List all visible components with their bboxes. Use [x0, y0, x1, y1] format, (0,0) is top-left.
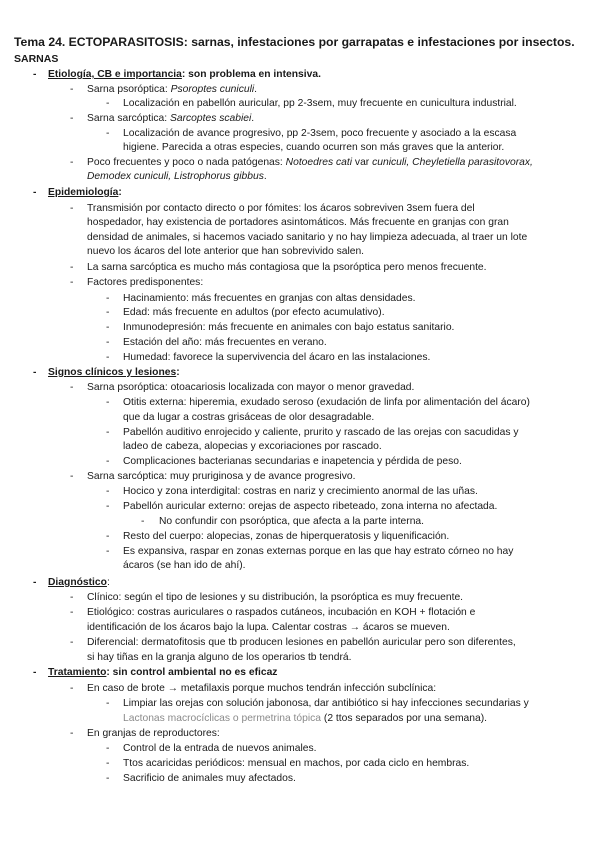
list-item-control-entrada: Control de la entrada de nuevos animales.	[123, 743, 317, 754]
list-item-hocico: Hocico y zona interdigital: costras en nariz y crecimiento anormal de las uñas.	[123, 486, 478, 497]
list-item-complicaciones: Complicaciones bacterianas secundarias e inapetencia y pérdida de peso.	[123, 456, 462, 467]
bullet-dash: -	[70, 637, 74, 648]
list-item-inmunodepresion: Inmunodepresión: más frecuente en animales con bajo estatus sanitario.	[123, 322, 455, 333]
heading-signos: Signos clínicos y lesiones:	[48, 367, 180, 378]
list-item-otras-especies: Poco frecuentes y poco o nada patógenas: Notoedres cati var cuniculi, Cheyletiella parasitovorax,	[87, 157, 533, 168]
bullet-dash: -	[106, 352, 110, 363]
list-item-expansiva-cont: ácaros (se han ido de ahí).	[123, 560, 246, 571]
bullet-dash: -	[106, 307, 110, 318]
list-item-otitis-cont: que da lugar a costras grisáceas de olor desagradable.	[123, 412, 375, 423]
bullet-dash: -	[106, 456, 110, 467]
bullet-dash: -	[70, 277, 74, 288]
list-item-clinico: Clínico: según el tipo de lesiones y su distribución, la psoróptica es muy frecuente.	[87, 592, 464, 603]
list-item-etiologico-cont: identificación de los ácaros bajo la lupa. Calentar costras → ácaros se mueven.	[87, 622, 450, 633]
list-item-factores: Factores predisponentes:	[87, 277, 204, 288]
bullet-dash: -	[70, 728, 74, 739]
list-item-transmision-cont: hospedador, hay existencia de portadores asintomáticos. Más frecuente en granjas con gran	[87, 217, 509, 228]
list-item-sarcoptica: Sarna sarcóptica: Sarcoptes scabiei.	[87, 113, 255, 124]
bullet-dash: -	[70, 157, 74, 168]
list-item-otras-especies-cont: Demodex cuniculi, Listrophorus gibbus.	[87, 171, 267, 182]
list-item-no-confundir: No confundir con psoróptica, que afecta a la parte interna.	[159, 516, 425, 527]
bullet-dash: -	[106, 531, 110, 542]
bullet-dash: -	[33, 367, 37, 378]
list-item-expansiva: Es expansiva, raspar en zonas externas porque en las que hay estrato córneo no hay	[123, 546, 514, 557]
bullet-dash: -	[106, 743, 110, 754]
list-item-edad: Edad: más frecuente en adultos (por efecto acumulativo).	[123, 307, 385, 318]
list-item-signos-psoro: Sarna psoróptica: otoacariosis localizada con mayor o menor gravedad.	[87, 382, 415, 393]
bullet-dash: -	[70, 471, 74, 482]
list-item-otitis: Otitis externa: hiperemia, exudado seroso (exudación de linfa por alimentación del ácaro)	[123, 397, 530, 408]
list-item-etiologico: Etiológico: costras auriculares o raspados cutáneos, incubación en KOH + flotación e	[87, 607, 476, 618]
page-title: Tema 24. ECTOPARASITOSIS: sarnas, infestaciones por garrapatas e infestaciones por insectos.	[14, 35, 575, 49]
list-item-transmision: Transmisión por contacto directo o por fómites: los ácaros sobreviven 3sem fuera del	[87, 203, 475, 214]
bullet-dash: -	[106, 427, 110, 438]
heading-epidemiologia: Epidemiología:	[48, 187, 122, 198]
list-item-pabellon: Pabellón auditivo enrojecido y caliente, prurito y rascado de las orejas con sacudidas y	[123, 427, 519, 438]
list-item-sarco-localizacion: Localización de avance progresivo, pp 2-3sem, poco frecuente y asociado a la escasa	[123, 128, 517, 139]
heading-tratamiento: Tratamiento: sin control ambiental no es eficaz	[48, 667, 278, 678]
bullet-dash: -	[70, 382, 74, 393]
list-item-diferencial: Diferencial: dermatofitosis que tb producen lesiones en pabellón auricular pero son diferentes,	[87, 637, 516, 648]
bullet-dash: -	[106, 486, 110, 497]
bullet-dash: -	[106, 397, 110, 408]
list-item-transmision-cont: densidad de animales, si hacemos vaciado sanitario y no hay limpieza adecuada, al traer un lote	[87, 232, 528, 243]
list-item-ttos-acaricidas: Ttos acaricidas periódicos: mensual en machos, por cada ciclo en hembras.	[123, 758, 470, 769]
list-item-reproductores: En granjas de reproductores:	[87, 728, 220, 739]
list-item-limpiar-orejas: Limpiar las orejas con solución jabonosa, dar antibiótico si hay infecciones secundarias y	[123, 698, 529, 709]
list-item-transmision-cont: nuevo los ácaros del lote anterior que han sobrevivido salen.	[87, 246, 365, 257]
bullet-dash: -	[106, 337, 110, 348]
bullet-dash: -	[106, 773, 110, 784]
list-item-hacinamiento: Hacinamiento: más frecuentes en granjas con altas densidades.	[123, 293, 416, 304]
list-item-sarco-localizacion-cont: higiene. Parecida a otras especies, cuando ocurren son más graves que la anterior.	[123, 142, 505, 153]
bullet-dash: -	[70, 262, 74, 273]
bullet-dash: -	[106, 293, 110, 304]
list-item-pabellon-externo: Pabellón auricular externo: orejas de aspecto ribeteado, zona interna no afectada.	[123, 501, 498, 512]
bullet-dash: -	[33, 69, 37, 80]
bullet-dash: -	[70, 203, 74, 214]
list-item-humedad: Humedad: favorece la supervivencia del ácaro en las instalaciones.	[123, 352, 431, 363]
bullet-dash: -	[106, 758, 110, 769]
bullet-dash: -	[106, 128, 110, 139]
heading-diagnostico: Diagnóstico:	[48, 577, 110, 588]
bullet-dash: -	[70, 84, 74, 95]
heading-etiologia: Etiología, CB e importancia: son problema en intensiva.	[48, 69, 321, 80]
list-item-psoro-localizacion: Localización en pabellón auricular, pp 2-3sem, muy frecuente en cunicultura industrial.	[123, 98, 517, 109]
list-item-brote: En caso de brote → metafilaxis porque muchos tendrán infección subclínica:	[87, 683, 437, 694]
bullet-dash: -	[33, 577, 37, 588]
list-item-diferencial-cont: si hay tiñas en la granja alguno de los operarios tb tendrá.	[87, 652, 352, 663]
bullet-dash: -	[106, 322, 110, 333]
bullet-dash: -	[33, 187, 37, 198]
list-item-estacion: Estación del año: más frecuentes en verano.	[123, 337, 327, 348]
bullet-dash: -	[106, 698, 110, 709]
list-item-signos-sarco: Sarna sarcóptica: muy pruriginosa y de avance progresivo.	[87, 471, 356, 482]
bullet-dash: -	[106, 98, 110, 109]
bullet-dash: -	[70, 592, 74, 603]
bullet-dash: -	[106, 501, 110, 512]
section-heading-sarnas: SARNAS	[14, 53, 59, 65]
list-item-psoroptica: Sarna psoróptica: Psoroptes cuniculi.	[87, 84, 258, 95]
list-item-pabellon-cont: ladeo de cabeza, alopecias y excoriaciones por rascado.	[123, 441, 382, 452]
list-item-contagiosidad: La sarna sarcóptica es mucho más contagiosa que la psoróptica pero menos frecuente.	[87, 262, 487, 273]
bullet-dash: -	[33, 667, 37, 678]
list-item-resto-cuerpo: Resto del cuerpo: alopecias, zonas de hiperqueratosis y liquenificación.	[123, 531, 450, 542]
list-item-limpiar-orejas-cont: Lactonas macrocíclicas o permetrina tópica (2 ttos separados por una semana).	[123, 713, 488, 724]
bullet-dash: -	[70, 683, 74, 694]
bullet-dash: -	[70, 113, 74, 124]
bullet-dash: -	[106, 546, 110, 557]
bullet-dash: -	[141, 516, 145, 527]
list-item-sacrificio: Sacrificio de animales muy afectados.	[123, 773, 296, 784]
bullet-dash: -	[70, 607, 74, 618]
